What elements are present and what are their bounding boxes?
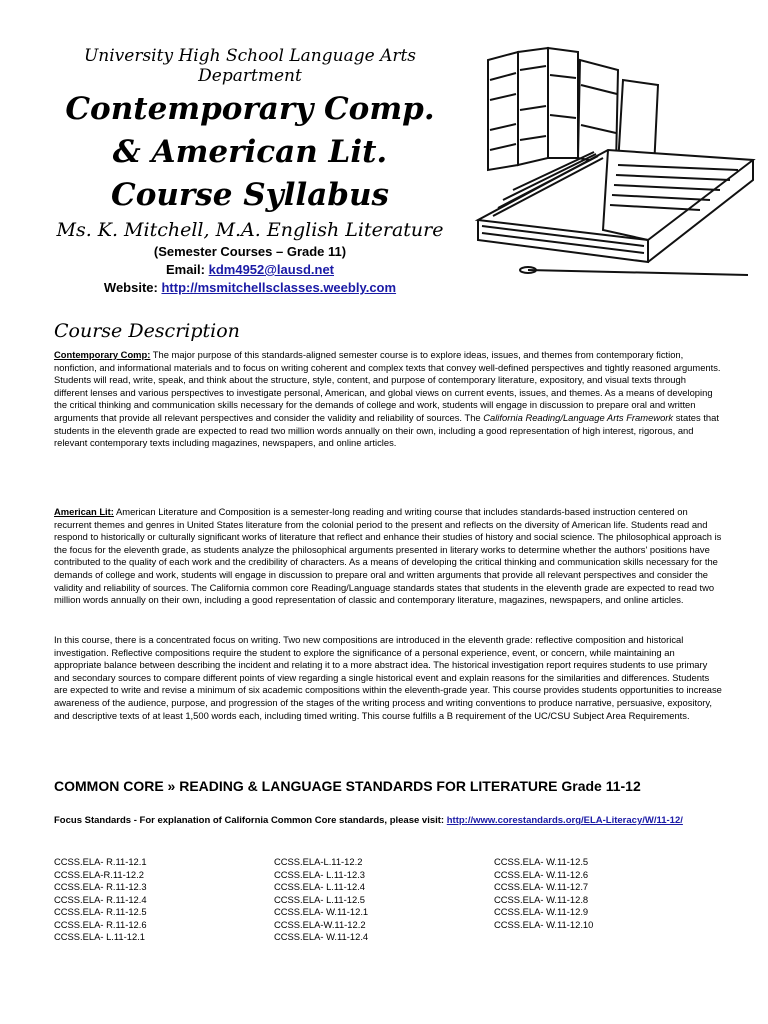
standard-item: CCSS.ELA- L.11-12.1: [54, 931, 146, 942]
website-line: [40, 279, 460, 297]
standards-list: [54, 856, 714, 944]
email-line: [40, 261, 460, 279]
standard-item: CCSS.ELA-R.11-12.2: [54, 868, 144, 880]
p1-framework-title: California Reading/Language Arts Framework: [483, 411, 674, 423]
standard-item: CCSS.ELA- R.11-12.6: [54, 918, 147, 930]
writing-focus-paragraph: In this course, there is a concentrated focus on writing. Two new compositions are introduced in the eleventh grade: reflective composition and historical investigation. Reflective compositions require the student to explore the significance of a personal experience, event, or concern, while maintaining an appropriate balance between describing the incident and relating it to a more abstract idea. The historical investigation report requires students to use primary and secondary sources to compare different points of view regarding a single historical event and explain reasons for the similarities and differences. Students are expected to write and revise a minimum of six academic compositions within the eleventh-grade year. This course provides students opportunities to increase awareness of the audience, purpose, and progression of the stages of the writing process and writing conventions to produce narrative, persuasive, expository, and descriptive texts of at least 1,500 words each, including timed writing. This course fulfills a B requirement of the UC/CSU Subject Area Requirements.: [54, 634, 722, 721]
standard-item: CCSS.ELA-W.11-12.2: [274, 918, 366, 930]
standard-item: CCSS.ELA- W.11-12.5: [494, 856, 589, 867]
books-illustration: [468, 40, 768, 290]
p2-text: American Literature and Composition is a semester-long reading and writing course that includes standards-based instruction centered on recurrent themes and genres in United States literature from the colonial period to the present and reflects on the diversity of American life. Students read and respond to historically or culturally significant works of literature that reflect and enhance their studies of history and social science. The philosophical approach is the focus for the eleventh grade, as students analyze the philosophical arguments presented in literary works to determine whether the authors' positions have contributed to the quality of each work and the credibility of characters. As a means of developing the critical thinking and communication skills necessary for the demands of college and work, students will engage in discussion to prepare oral and written arguments that provide all relevant perspectives and consider the validity and reliability of sources. The California common core Reading/Language standards states that students in the eleventh grade are expected to read two million words annually on their own, including a good representation of classic and contemporary literature, magazines, newspapers, and online articles.: [54, 506, 722, 606]
course-description-heading: Course Description: [54, 320, 240, 342]
standard-item: CCSS.ELA- W.11-12.7: [494, 881, 589, 892]
website-label: Website:: [103, 280, 158, 295]
focus-standards-line: [54, 815, 683, 826]
teacher-name: Ms. K. Mitchell, M.A. English Literature: [56, 219, 444, 241]
focus-standards-text: Focus Standards - For explanation of California Common Core standards, please visit:: [54, 815, 447, 826]
standard-item: CCSS.ELA- R.11-12.4: [54, 893, 147, 905]
standard-item: CCSS.ELA- W.11-12.10: [494, 918, 594, 930]
standards-column-1: [54, 856, 274, 944]
american-lit-lead: American Lit:: [54, 506, 114, 517]
p1-text-a: The major purpose of this standards-aligned semester course is to explore ideas, issues, and themes from contemporary fiction, nonfiction, and informational materials and to focus on writing coherent and complex texts that convey well-defined perspectives and tightly reasoned arguments. Students will read, write, speak, and think about the structure, style, content, and purpose of contemporary literature, expository, and visual texts through different lenses and various perspectives to investigate personal, American, and global views on current events, issues, and themes. As a means of developing the critical thinking and communication skills necessary for the demands of college and work, students will engage in discussion to prepare oral and written arguments that provide all relevant perspectives and consider the validity and reliability of sources. The: [54, 349, 721, 423]
standards-column-3: [494, 856, 714, 944]
standard-item: CCSS.ELA- W.11-12.1: [274, 906, 369, 917]
email-label: Email:: [165, 262, 205, 277]
email-link[interactable]: kdm4952@lausd.net: [208, 262, 335, 277]
standards-column-2: [274, 856, 494, 944]
standard-item: CCSS.ELA- W.11-12.4: [274, 931, 369, 942]
contemporary-comp-paragraph: [54, 349, 722, 450]
website-link[interactable]: http://msmitchellsclasses.weebly.com: [161, 280, 397, 295]
contemporary-comp-lead: Contemporary Comp:: [54, 349, 151, 360]
standard-item: CCSS.ELA- R.11-12.3: [54, 881, 147, 892]
common-core-heading: COMMON CORE » READING & LANGUAGE STANDARDS FOR LITERATURE Grade 11-12: [54, 778, 641, 794]
semester-note: (Semester Courses – Grade 11): [153, 244, 347, 259]
standard-item: CCSS.ELA- R.11-12.5: [54, 906, 147, 917]
standard-item: CCSS.ELA- W.11-12.6: [494, 868, 589, 880]
american-lit-paragraph: [54, 506, 722, 607]
title-line-1: Contemporary Comp.: [65, 91, 435, 127]
header: [40, 46, 460, 297]
standard-item: CCSS.ELA- W.11-12.8: [494, 893, 589, 905]
standard-item: CCSS.ELA-L.11-12.2: [274, 856, 363, 867]
department-name: University High School Language Arts Department: [83, 46, 417, 86]
p1-text-b: states that students in the eleventh grade are expected to read two million words annually on their own, including a good representation of high interest, rigorous, and relevant contemporary texts including magazines, newspapers, and online articles.: [54, 411, 719, 449]
standard-item: CCSS.ELA- R.11-12.1: [54, 856, 147, 867]
standard-item: CCSS.ELA- W.11-12.9: [494, 906, 589, 917]
title-line-3: Course Syllabus: [111, 177, 389, 213]
standard-item: CCSS.ELA- L.11-12.5: [274, 893, 366, 905]
standard-item: CCSS.ELA- L.11-12.3: [274, 868, 366, 880]
corestandards-link[interactable]: http://www.corestandards.org/ELA-Literacy/W/11-12/: [446, 815, 683, 826]
standard-item: CCSS.ELA- L.11-12.4: [274, 881, 366, 892]
title-line-2: & American Lit.: [112, 134, 388, 170]
